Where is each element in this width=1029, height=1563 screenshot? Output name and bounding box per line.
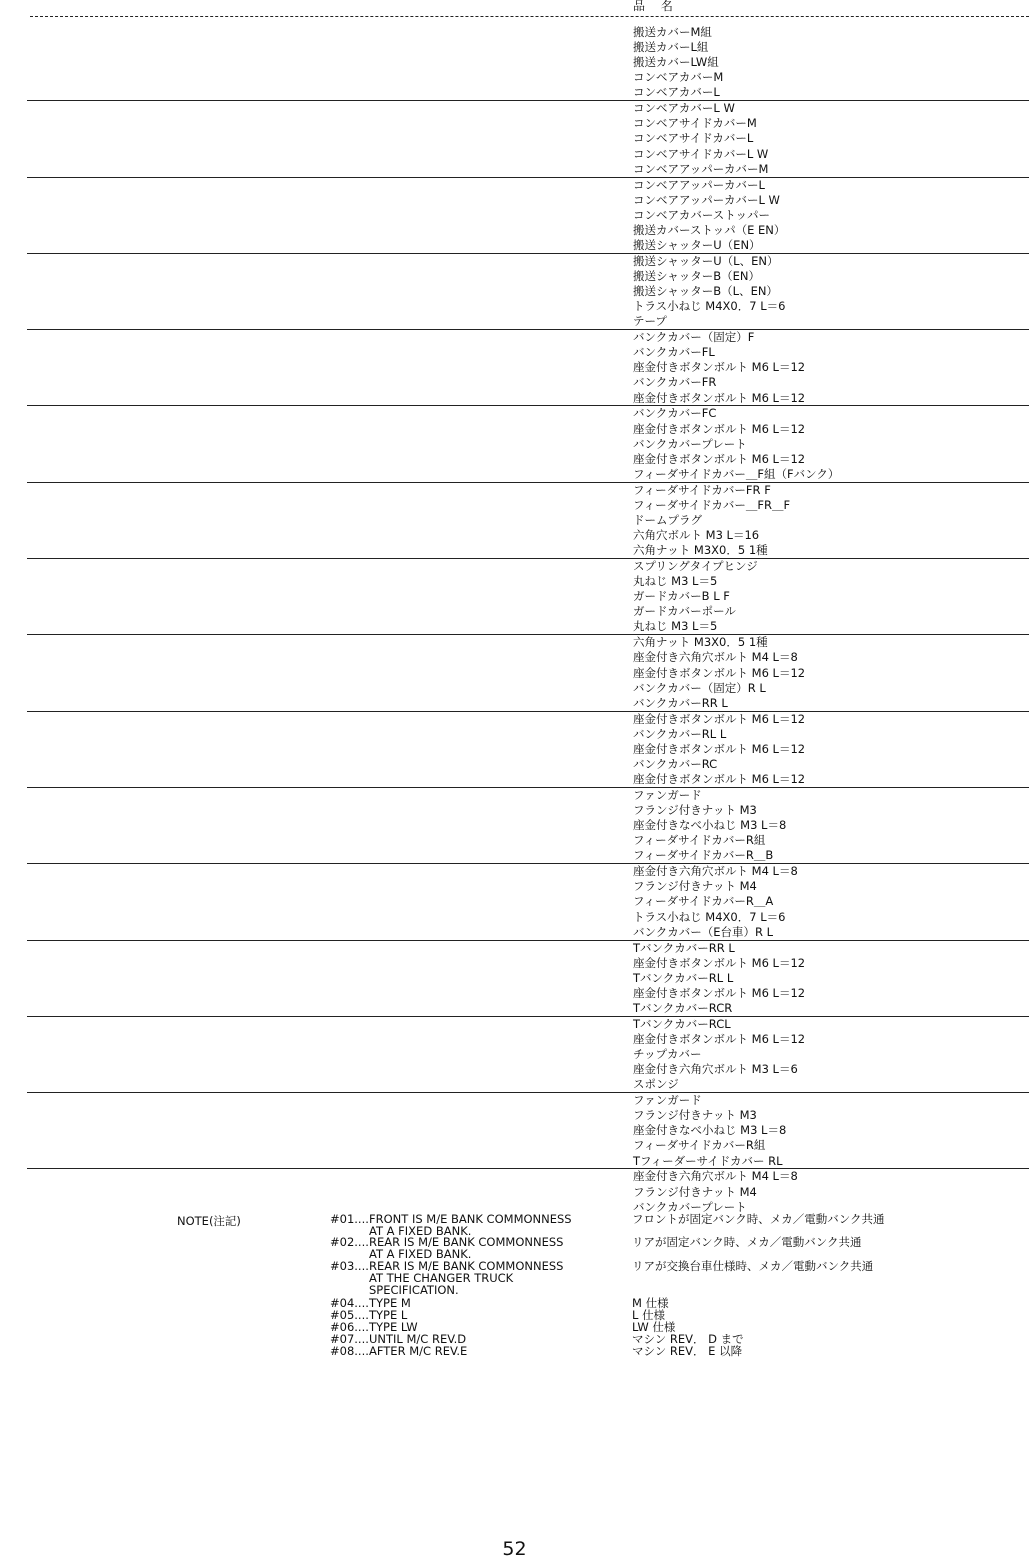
part-name: 座金付きなべ小ねじ M3 L＝8 (633, 1123, 787, 1138)
part-items (633, 1169, 798, 1214)
part-name: チップカバー (633, 1047, 702, 1062)
part-items (633, 330, 805, 405)
part-name: 搬送カバーM組 (633, 25, 712, 39)
part-name: 座金付き六角穴ボルト M4 L＝8 (633, 864, 798, 879)
part-name: スポンジ (633, 1077, 679, 1092)
note-code: #07.... (330, 1332, 369, 1346)
part-name: 座金付きボタンボルト M6 L＝12 (633, 390, 806, 405)
note-japanese: M 仕様 (632, 1296, 669, 1310)
part-name: 搬送カバーLW組 (633, 55, 719, 70)
part-name: 搬送カバーL組 (633, 40, 709, 55)
part-group (27, 863, 1029, 939)
part-items (633, 1017, 805, 1092)
part-name: バンクカバーRR L (633, 695, 728, 710)
part-name: フランジ付きナット M3 (633, 803, 757, 818)
part-name: フィーダサイドカバー＿FR＿F (633, 497, 791, 512)
part-name: 座金付きボタンボルト M6 L＝12 (633, 741, 806, 756)
part-name: バンクカバープレート (633, 436, 747, 451)
note-japanese: リアが交換台車仕様時、メカ／電動バンク共通 (632, 1259, 874, 1273)
note-english: TYPE L (369, 1308, 408, 1322)
part-items (633, 635, 805, 710)
part-group (27, 253, 1029, 329)
part-name: フィーダサイドカバーR組 (633, 833, 766, 848)
note-japanese: マシン REV． D まで (632, 1332, 744, 1346)
part-name: フィーダサイドカバーR＿A (633, 894, 774, 909)
part-group (27, 634, 1029, 710)
part-items (633, 559, 758, 634)
note-label: NOTE(注記) (177, 1214, 241, 1228)
part-name: 丸ねじ M3 L＝5 (633, 619, 718, 634)
part-name: 座金付きボタンボルト M6 L＝12 (633, 955, 806, 970)
part-name: 座金付きボタンボルト M6 L＝12 (633, 985, 806, 1000)
part-name: バンクカバーFL (633, 345, 715, 360)
part-name: ドームプラグ (633, 512, 702, 527)
note-code: #06.... (330, 1320, 369, 1334)
part-name: TバンクカバーRL L (633, 970, 734, 985)
part-name: トラス小ねじ M4X0．7 L＝6 (633, 909, 786, 924)
note-code: #04.... (330, 1296, 369, 1310)
part-name: TバンクカバーRCR (633, 1000, 733, 1015)
note-english: UNTIL M/C REV.D (369, 1332, 467, 1346)
part-name: フィーダサイドカバーR＿B (633, 848, 774, 863)
part-items (633, 1093, 786, 1168)
part-name: 座金付きボタンボルト M6 L＝12 (633, 451, 806, 466)
part-name: ガードカバーポール (633, 604, 736, 619)
part-name: Tフィーダーサイドカバー RL (633, 1153, 783, 1168)
part-group (27, 100, 1029, 176)
part-name: TバンクカバーRCL (633, 1016, 731, 1031)
part-items (633, 178, 785, 253)
part-name: コンベアアッパーカバーL W (633, 192, 780, 207)
part-name: バンクカバー（固定）R L (633, 680, 766, 695)
part-group (0, 25, 1029, 100)
part-name: 座金付き六角穴ボルト M3 L＝6 (633, 1062, 798, 1077)
part-name: コンベアアッパーカバーM (633, 161, 769, 176)
note-code: #01.... (330, 1212, 369, 1226)
part-name: フランジ付きナット M4 (633, 1184, 757, 1199)
part-items (633, 406, 839, 481)
part-group (27, 940, 1029, 1016)
part-name: 座金付きボタンボルト M6 L＝12 (633, 711, 806, 726)
note-japanese: LW 仕様 (632, 1320, 676, 1334)
part-name: 座金付きなべ小ねじ M3 L＝8 (633, 818, 787, 833)
part-name: スプリングタイプヒンジ (633, 559, 758, 574)
part-name: コンベアサイドカバーL (633, 131, 754, 146)
part-name: 搬送シャッターU（EN） (633, 237, 761, 252)
part-name: フィーダサイドカバーR組 (633, 1138, 766, 1153)
part-name: 座金付きボタンボルト M6 L＝12 (633, 421, 806, 436)
part-name: バンクカバーFR (633, 375, 717, 390)
part-name: 六角ナット M3X0．5 1種 (633, 635, 768, 650)
part-group (27, 711, 1029, 787)
part-items (633, 101, 768, 176)
part-group (27, 787, 1029, 863)
note-english: FRONT IS M/E BANK COMMONNESS AT A FIXED BANK. (369, 1212, 572, 1238)
part-name: 座金付きボタンボルト M6 L＝12 (633, 665, 806, 680)
part-name: 座金付き六角穴ボルト M4 L＝8 (633, 1169, 798, 1184)
note-english: REAR IS M/E BANK COMMONNESS AT A FIXED BANK. (369, 1235, 564, 1261)
part-name: 搬送シャッターB（EN） (633, 268, 761, 283)
part-name: フランジ付きナット M3 (633, 1108, 757, 1123)
part-items (633, 483, 790, 558)
part-items (633, 788, 786, 863)
part-name: 搬送シャッターB（L、EN） (633, 284, 778, 299)
part-name: コンベアカバーM (633, 70, 724, 85)
note-japanese: フロントが固定バンク時、メカ／電動バンク共通 (632, 1212, 885, 1226)
header-divider (30, 16, 1029, 17)
part-name: 座金付きボタンボルト M6 L＝12 (633, 772, 806, 787)
part-name: フィーダサイドカバーFR F (633, 482, 771, 497)
part-name: バンクカバープレート (633, 1199, 747, 1214)
part-group (27, 405, 1029, 481)
part-items (633, 254, 785, 329)
part-name: コンベアカバーL (633, 85, 720, 100)
part-group (27, 1016, 1029, 1092)
part-name: フィーダサイドカバー＿F組（Fバンク） (633, 466, 840, 481)
part-name: トラス小ねじ M4X0．7 L＝6 (633, 299, 786, 314)
part-group (27, 558, 1029, 634)
part-name: 座金付き六角穴ボルト M4 L＝8 (633, 650, 798, 665)
part-name: バンクカバーFC (633, 406, 717, 421)
part-name: TバンクカバーRR L (633, 940, 735, 955)
part-name: コンベアサイドカバーM (633, 116, 757, 131)
part-items (633, 712, 805, 787)
part-items (633, 25, 723, 100)
part-name: コンベアサイドカバーL W (633, 146, 769, 161)
part-group (27, 177, 1029, 253)
part-name: バンクカバーRC (633, 756, 718, 771)
part-items (633, 864, 798, 939)
note-english: TYPE M (369, 1296, 411, 1310)
parts-list (0, 25, 1029, 1245)
note-code: #02.... (330, 1235, 369, 1249)
part-name: 六角穴ボルト M3 L＝16 (633, 528, 760, 543)
note-japanese: リアが固定バンク時、メカ／電動バンク共通 (632, 1235, 862, 1249)
note-code: #03.... (330, 1259, 369, 1273)
note-english: TYPE LW (369, 1320, 418, 1334)
part-name: 座金付きボタンボルト M6 L＝12 (633, 1031, 806, 1046)
part-items (633, 941, 805, 1016)
part-name: バンクカバーRL L (633, 726, 727, 741)
part-group (27, 482, 1029, 558)
note-japanese: L 仕様 (632, 1308, 666, 1322)
note-english: REAR IS M/E BANK COMMONNESS AT THE CHANGER TRUCK SPECIFICATION. (369, 1259, 564, 1297)
part-name: ガードカバーB L F (633, 589, 730, 604)
part-group (27, 329, 1029, 405)
note-english: AFTER M/C REV.E (369, 1344, 468, 1358)
part-name: 六角ナット M3X0．5 1種 (633, 543, 768, 558)
part-name: ファンガード (633, 787, 702, 802)
part-name: 搬送カバーストッパ（E EN） (633, 222, 786, 237)
part-name: バンクカバー（固定）F (633, 330, 755, 345)
part-name: コンベアアッパーカバーL (633, 177, 765, 192)
part-name: 丸ねじ M3 L＝5 (633, 574, 718, 589)
part-name: 搬送シャッターU（L、EN） (633, 253, 779, 268)
part-name: ファンガード (633, 1093, 702, 1108)
note-code: #08.... (330, 1344, 369, 1358)
part-name: フランジ付きナット M4 (633, 879, 757, 894)
page-number: 52 (502, 1538, 527, 1560)
column-header: 品 名 (633, 0, 679, 13)
note-code: #05.... (330, 1308, 369, 1322)
part-name: テープ (633, 314, 667, 329)
part-group (27, 1092, 1029, 1168)
part-name: バンクカバー（E台車）R L (633, 924, 774, 939)
part-name: 座金付きボタンボルト M6 L＝12 (633, 360, 806, 375)
part-name: コンベアカバーストッパー (633, 207, 770, 222)
part-name: コンベアカバーL W (633, 101, 735, 116)
note-japanese: マシン REV． E 以降 (632, 1344, 743, 1358)
